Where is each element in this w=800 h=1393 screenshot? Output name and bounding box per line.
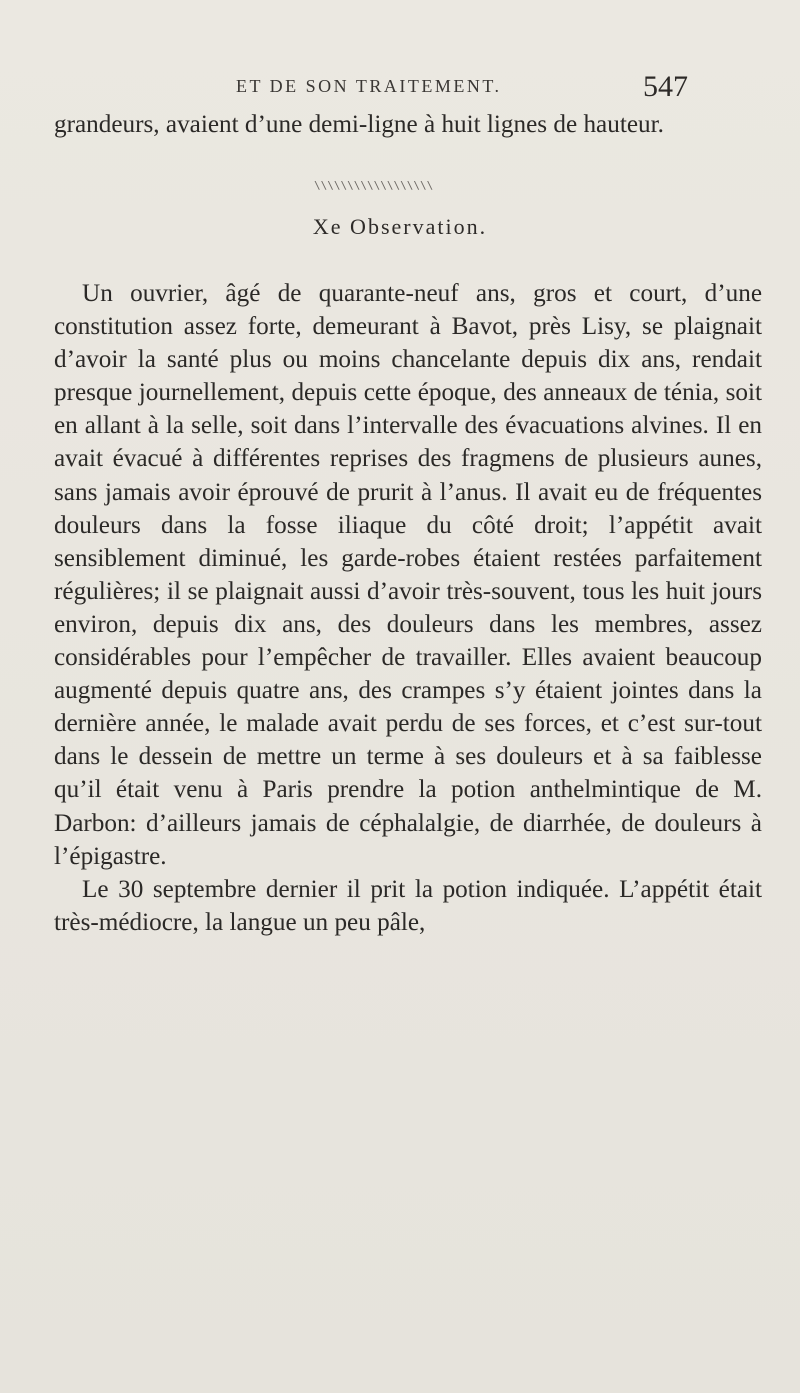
running-title: ET DE SON TRAITEMENT. — [236, 76, 502, 96]
section-divider: \\\\\\\\\\\\\\\\\\ — [314, 181, 434, 191]
observation-body — [54, 277, 762, 939]
running-head — [0, 70, 800, 106]
paragraph: Un ouvrier, âgé de quarante-neuf ans, gros et court, d’une constitution assez forte, demeurant à Bavot, près Lisy, se plaignait d’avoir la santé plus ou moins chancelante depuis dix ans, rendait presque journellement, depuis cette époque, des anneaux de ténia, soit en allant à la selle, soit dans l’intervalle des évacuations alvines. Il en avait évacué à différentes reprises des fragmens de plusieurs aunes, sans jamais avoir éprouvé de prurit à l’anus. Il avait eu de fréquentes douleurs dans la fosse iliaque du côté droit; l’appétit avait sensiblement diminué, les garde-robes étaient restées parfaitement régulières; il se plaignait aussi d’avoir très-souvent, tous les huit jours environ, depuis dix ans, des douleurs dans les membres, assez considérables pour l’empêcher de travailler. Elles avaient beaucoup augmenté depuis quatre ans, des crampes s’y étaient jointes dans la dernière année, le malade avait perdu de ses forces, et c’est sur-tout dans le dessein de mettre un terme à ses douleurs et à sa faiblesse qu’il était venu à Paris prendre la potion anthelmintique de M. Darbon: d’ailleurs jamais de céphalalgie, de diarrhée, de douleurs à l’épigastre. — [54, 280, 762, 870]
observation-heading: Xe Observation. — [312, 214, 488, 239]
continuation-paragraph: grandeurs, avaient d’une demi-ligne à huit lignes de hauteur. — [54, 111, 664, 138]
paragraph: Le 30 septembre dernier il prit la potion indiquée. L’appétit était très-médiocre, la langue un peu pâle, — [54, 875, 762, 936]
page-number: 547 — [643, 70, 688, 103]
continuation-text — [54, 108, 762, 141]
